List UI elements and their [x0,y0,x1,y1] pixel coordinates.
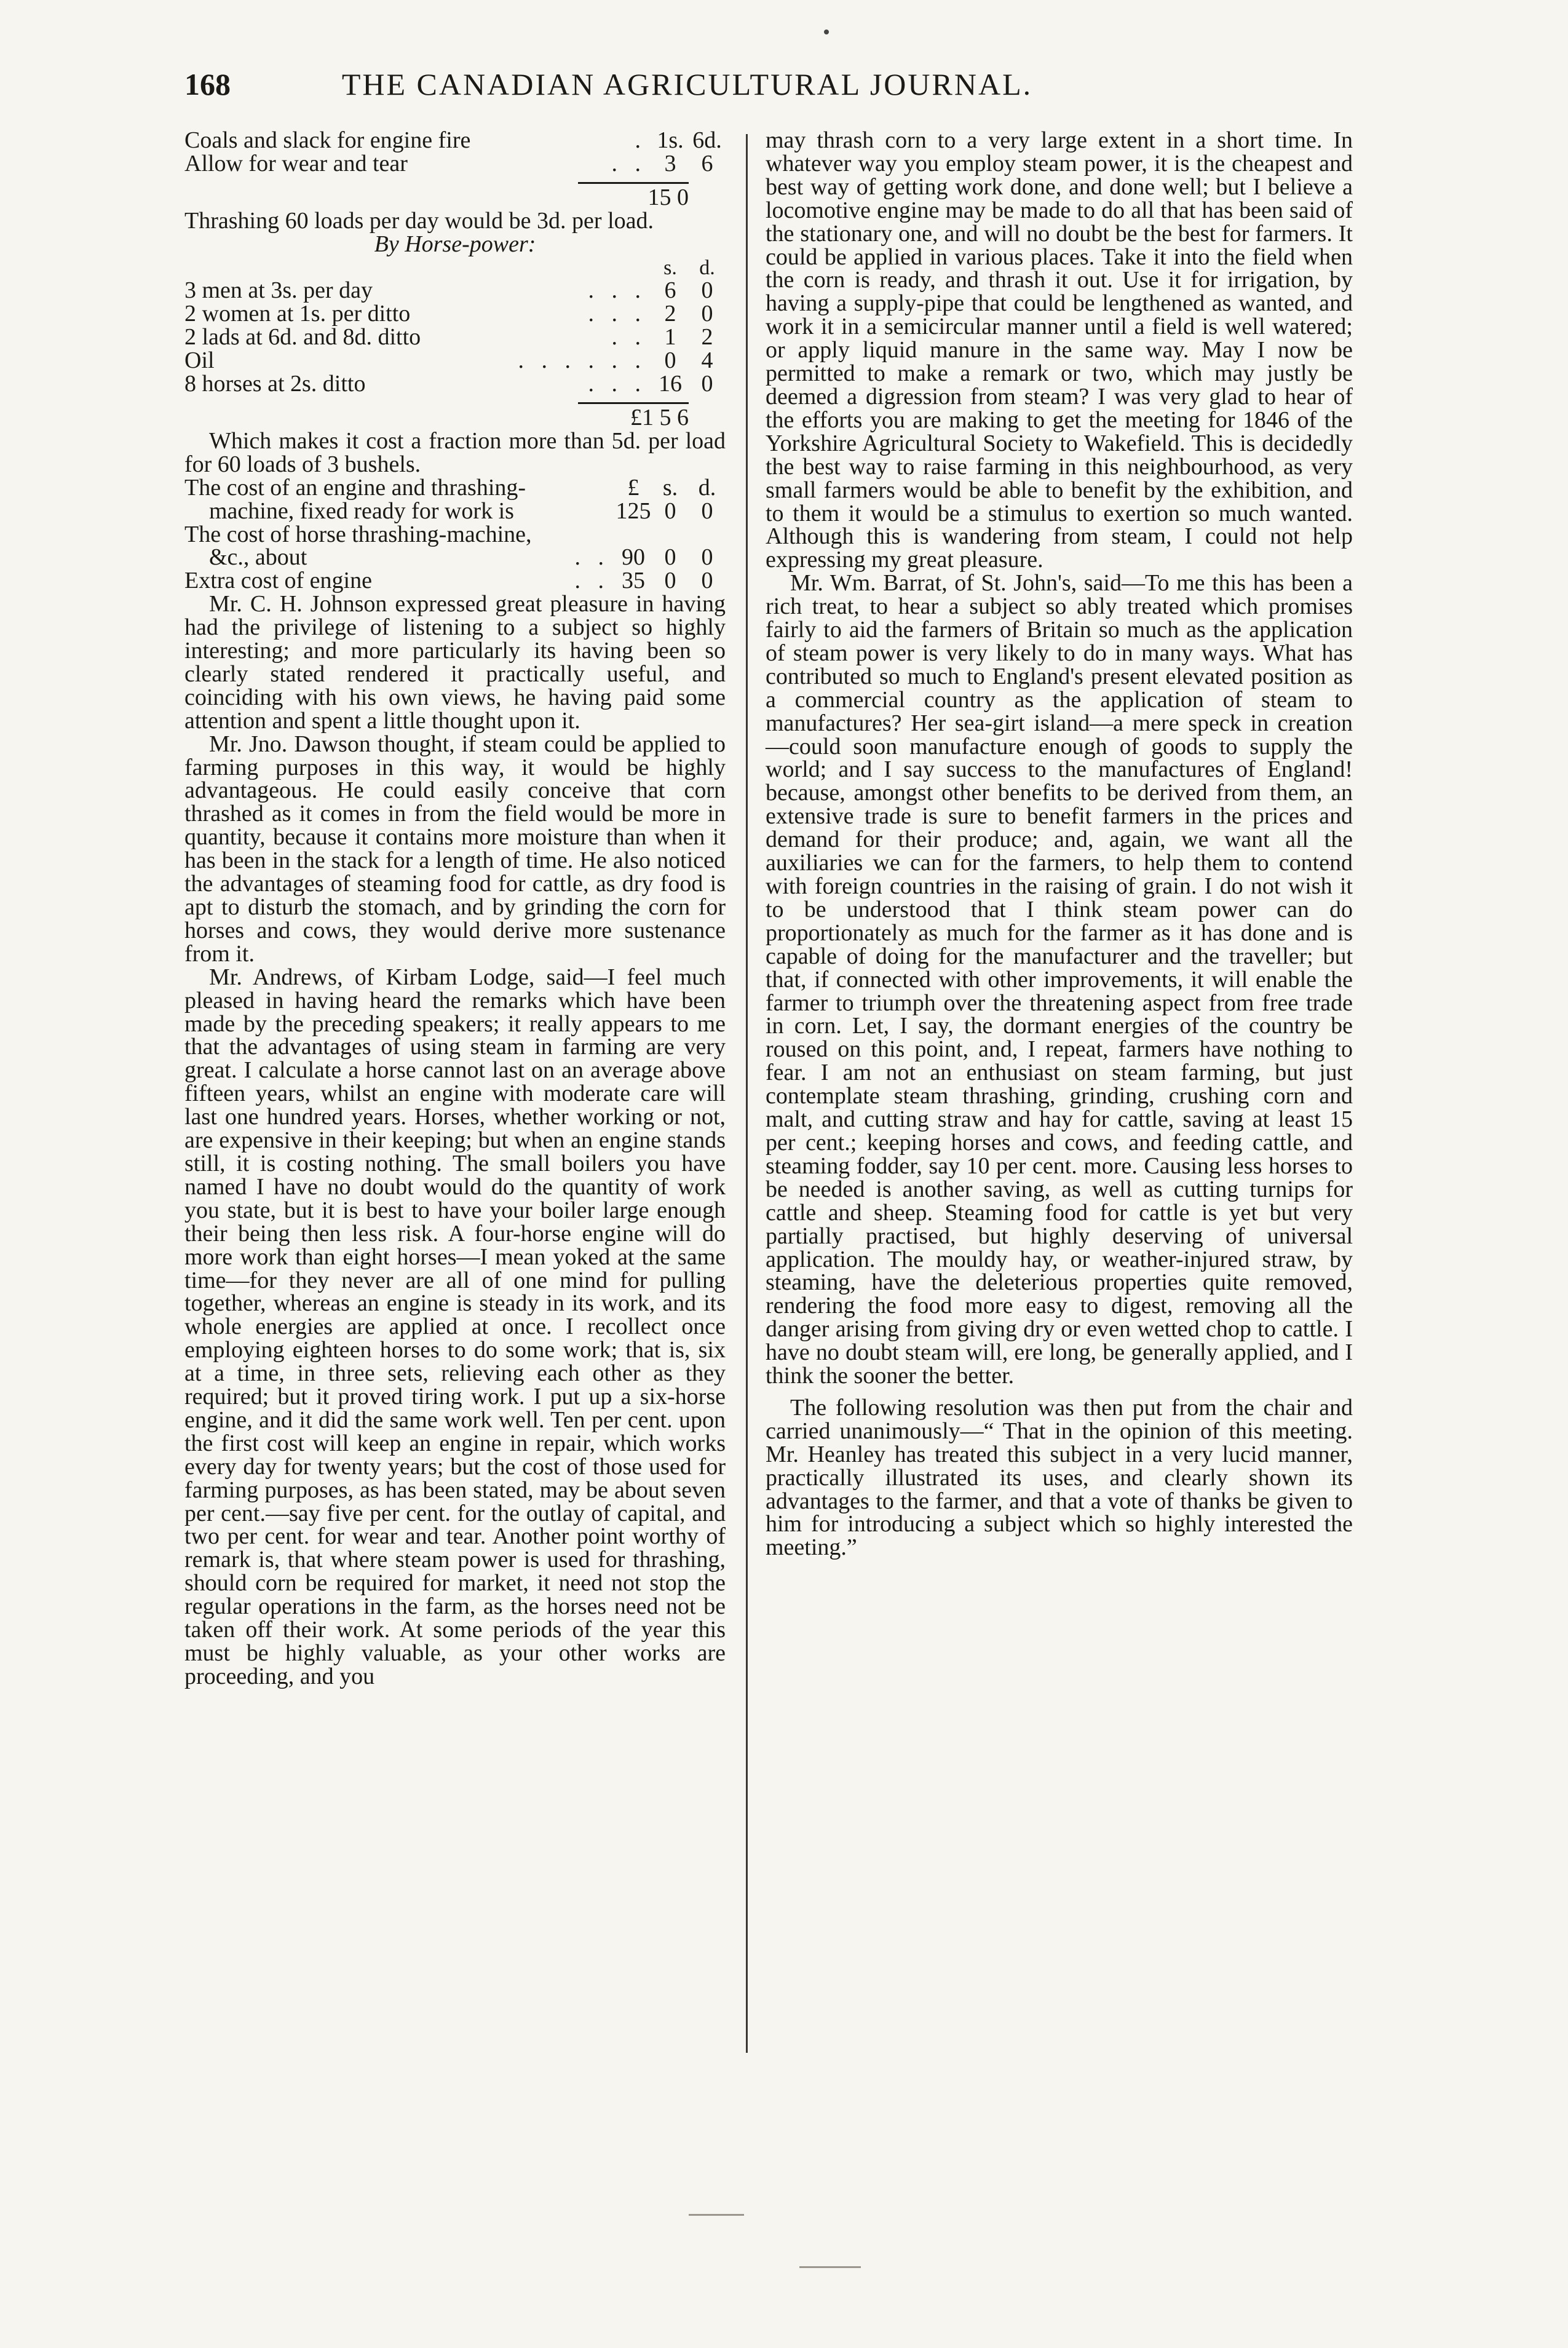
engine-cost-table [184,474,726,594]
left-column [184,129,726,1689]
horse-total: £1 5 6 [630,404,689,430]
unit-pounds: £ [627,474,639,501]
engine-cost-row: The cost of horse thrashing-machine, [184,521,532,547]
print-speck [824,30,829,34]
unit-shillings: s. [662,474,678,501]
speech-paragraph: Mr. Jno. Dawson thought, if steam could be applied to farming purposes in this way, it would be highly advantageous. He could easily conceive that corn thrashed as it comes in from the field would be more in quantity, because it contains more moisture than when it has been in the stack for a length of time. He also noticed the advantages of steaming food for cattle, as dry food is apt to disturb the stomach, and by grinding the corn for horses and cows, they would derive more sustenance from it. [184,731,726,967]
total-rule [578,182,689,184]
total-rule [578,402,689,404]
thrashing-note: Thrashing 60 loads per day would be 3d. per load. [184,207,654,234]
horse-cost-row: 3 men at 3s. per day . . . 6 0 [184,277,713,304]
right-column [766,129,1353,1560]
unit-pence: d. [699,256,715,279]
horse-power-heading: By Horse-power: [374,231,536,257]
engine-cost-row: &c., about . . 90 0 0 [209,544,713,571]
which-makes-note: Which makes it cost a fraction more than 5d. per load for 60 loads of 3 bushels. [184,427,726,477]
print-mark [799,2266,861,2268]
speech-paragraph: may thrash corn to a very large extent in a short time. In whatever way you employ steam power, it is the cheapest and best way of getting work done, and done well; but I believe a locomotive engine may be made to do all that has been said of the stationary one, and will no doubt be the best for farmers. It could be applied in various places. Take it into the field when the corn is ready, and thrash it out. Use it for irrigation, by having a supply-pipe that could be lengthened as wanted, and work it in a semicircular manner until a field is well watered; or apply liquid manure in the same way. May I now be permitted to make a remark or two, which may justly be deemed a digression from steam? I was very glad to hear of the efforts you are making to get the meeting for 1846 of the Yorkshire Agricultural Society to Wakefield. This is decidedly the best way to raise farming in this neighbourhood, as very small farmers would be able to benefit by the exhibition, and to them it would be a stimulus to exertion so much wanted. Although this is wandering from steam, I could not help expressing my great pleasure. [766,127,1353,573]
speech-paragraph: Mr. Wm. Barrat, of St. John's, said—To me this has been a rich treat, to hear a subject so ably treated which promises fairly to aid the farmers of Britain so much as the application of steam power is very likely to do in many ways. What has contributed so much to England's present elevated position as a commercial country as the application of steam to manufactures? Her sea-girt island—a mere speck in creation—could soon manufacture enough of goods to supply the world; and I say success to the manufactures of England! because, amongst other benefits to be derived from them, an extensive trade is sure to benefit farmers in the prices and demand for their produce; and, again, we want all the auxiliaries we can for the farmers, to help them to contend with foreign countries in the raising of grain. I do not wish it to be understood that I think steam power can do proportionately as much for the farmer as it has done and is capable of doing for the manufacturer and the traveller; but that, if connected with other improvements, it will enable the farmer to triumph over the threatening aspect from free trade in corn. Let, I say, the dormant energies of the country be roused on this point, and, I repeat, farmers have nothing to fear. I am not an enthusiast on steam farming, but just contemplate steam thrashing, grinding, crushing corn and malt, and cutting straw and hay for cattle, saving at least 15 per cent.; keeping horses and cows, and feeding cattle, and steaming fodder, say 10 per cent. more. Causing less horses to be needed is another saving, as well as cutting turnips for cattle and sheep. Steaming food for cattle is yet but very partially practised, but highly deserving of universal application. The mouldy hay, or weather-injured straw, by steaming, have the deleterious properties quite removed, rendering the food more easy to digest, removing all the danger arising from giving dry or even wetted chop to cattle. I have no doubt steam will, ere long, be generally applied, and I think the sooner the better. [766,570,1353,1389]
journal-title: THE CANADIAN AGRICULTURAL JOURNAL. [341,67,1033,101]
print-mark [689,2214,744,2216]
page-number: 168 [184,67,231,101]
unit-pence: d. [698,474,716,501]
steam-cost-row: Coals and slack for engine fire . 1s. 6d. [184,127,722,153]
horse-cost-row: 8 horses at 2s. ditto . . . 16 0 [184,371,713,397]
engine-cost-row: The cost of an engine and thrashing- £ s. d. [184,477,726,500]
horse-cost-row: 2 lads at 6d. and 8d. ditto . . 1 2 [184,324,713,351]
steam-cost-table [184,129,726,176]
speech-paragraph: Mr. C. H. Johnson expressed great pleasure in having had the privilege of listening to a subject so highly interesting; and more particularly its having been so clearly stated rendered it practically useful, and coinciding with his own views, he having paid some attention and spent a little thought upon it. [184,591,726,734]
engine-cost-row: machine, fixed ready for work is 125 0 0 [209,498,713,524]
speech-paragraph: Mr. Andrews, of Kirbam Lodge, said—I feel much pleased in having heard the remarks which have been made by the preceding speakers; it really appears to me that the advantages of using steam in farming are very great. I calculate a horse cannot last on an average above fifteen years, whilst an engine with moderate care will last one hundred years. Horses, whether working or not, are expensive in their keeping; but when an engine stands still, it is costing nothing. The small boilers you have named I have no doubt would do the quantity of work you state, but it is best to have your boiler large enough their being then less risk. A four-horse engine will do more work than eight horses—I mean yoked at the same time—for they never are all of one mind for pulling together, whereas an engine is steady in its work, and its whole energies are applied at once. I recollect once employing eighteen horses to do some work; that is, six at a time, in three sets, relieving each other as they required; but it proved tiring work. I put up a six-horse engine, and it did the same work well. Ten per cent. upon the first cost will keep an engine in repair, which works every day for twenty years; but the cost of those used for farming purposes, as has been stated, may be about seven per cent.—say five per cent. for the outlay of capital, and two per cent. for wear and tear. Another point worthy of remark is, that where steam power is used for thrashing, should corn be required for market, it need not stop the regular operations in the farm, as the horses need not be taken off their work. At some periods of the year this must be highly valuable, as your other works are proceeding, and you [184,964,726,1689]
engine-cost-row: Extra cost of engine . . 35 0 0 [184,568,713,594]
page-foot [0,2152,1568,2337]
steam-total: 15 0 [647,184,689,210]
horse-cost-row: Oil . . . . . . 0 4 [184,347,713,374]
page-header [184,66,1144,122]
steam-cost-row: Allow for wear and tear . . 3 6 [184,150,713,176]
unit-shillings: s. [663,256,677,279]
horse-cost-table [184,256,726,396]
column-rule [746,134,748,2053]
resolution-paragraph: The following resolution was then put from the chair and carried unanimously—“ That in the opinion of this meeting. Mr. Heanley has treated this subject in a very lucid manner, practically illustrated its uses, and clearly shown its advantages to the farmer, and that a vote of thanks be given to him for introducing a subject which so highly interested the meeting.” [766,1394,1353,1561]
horse-cost-row: 2 women at 1s. per ditto . . . 2 0 [184,301,713,327]
